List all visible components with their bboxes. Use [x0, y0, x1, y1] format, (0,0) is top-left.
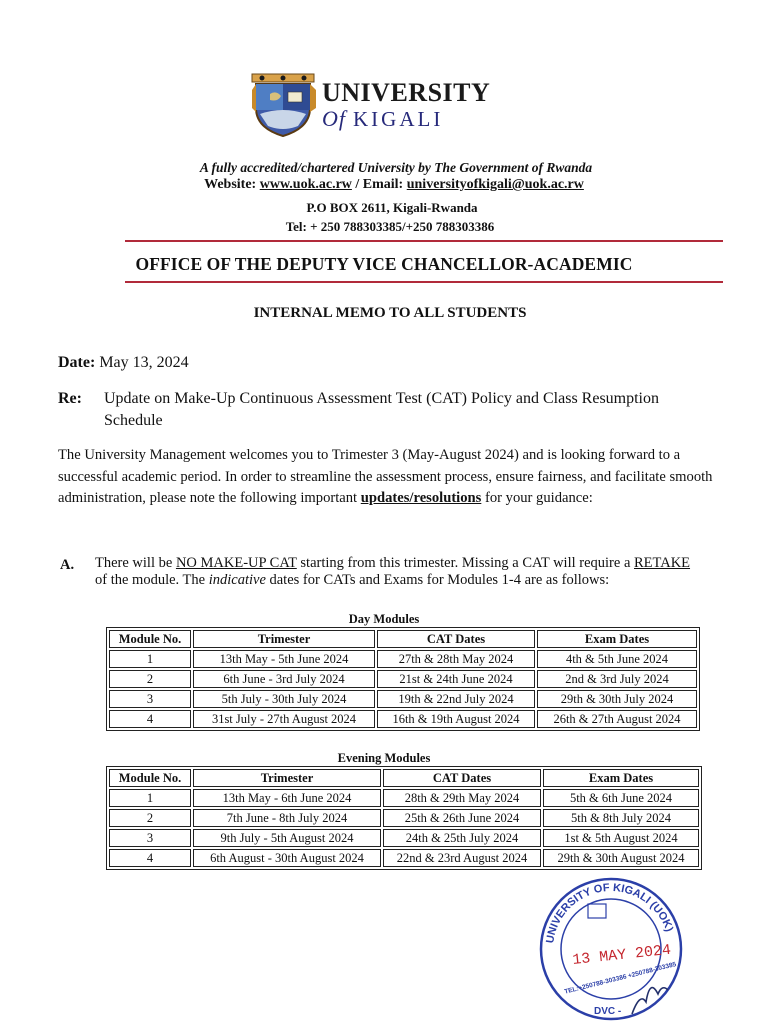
top-divider: [125, 240, 723, 242]
point-a-part: dates for CATs and Exams for Modules 1-4 are as follows:: [269, 572, 610, 588]
cell-trimester: 6th August - 30th August 2024: [193, 849, 381, 867]
cell-trimester: 6th June - 3rd July 2024: [193, 670, 375, 688]
cell-cat-dates: 28th & 29th May 2024: [383, 789, 541, 807]
university-kigali: KIGALI: [353, 107, 444, 131]
table-header-row: [109, 769, 699, 787]
evening-modules-table: [106, 766, 702, 870]
intro-emphasis: updates/resolutions: [360, 490, 482, 506]
point-a-label: A.: [60, 557, 75, 573]
cell-trimester: 13th May - 6th June 2024: [193, 789, 381, 807]
re-label: Re:: [58, 390, 82, 407]
cell-exam-dates: 29th & 30th August 2024: [543, 849, 699, 867]
telephone: Tel: + 250 788303385/+250 788303386: [285, 219, 495, 234]
date-label: Date:: [58, 354, 96, 371]
university-of: Of: [322, 106, 346, 131]
col-exam: Exam Dates: [543, 769, 699, 787]
cell-exam-dates: 5th & 6th June 2024: [543, 789, 699, 807]
table-header-row: [109, 630, 697, 648]
cell-module: 1: [109, 789, 191, 807]
col-exam: Exam Dates: [537, 630, 697, 648]
cell-exam-dates: 4th & 5th June 2024: [537, 650, 697, 668]
svg-text:UNIVERSITY OF KIGALI (UOK): [544, 882, 675, 944]
col-cat: CAT Dates: [383, 769, 541, 787]
memo-date: [58, 354, 189, 372]
cell-exam-dates: 1st & 5th August 2024: [543, 829, 699, 847]
table-row: [109, 829, 699, 847]
no-makeup-cat: NO MAKE-UP CAT: [175, 555, 297, 571]
university-subname: [322, 106, 443, 133]
cell-trimester: 5th July - 30th July 2024: [193, 690, 375, 708]
cell-trimester: 13th May - 5th June 2024: [193, 650, 375, 668]
stamp-tel: TEL:+250788-303386 +250788-303385: [563, 961, 677, 996]
intro-text: The University Management welcomes you to Trimester 3 (May-August 2024) and is looking forward to a successful academic period. In order to streamline the assessment process, ensure fairness, and facilitate smooth administration, please note the following important: [58, 447, 713, 506]
table-row: [109, 690, 697, 708]
col-trimester: Trimester: [193, 630, 375, 648]
cell-module: 1: [109, 650, 191, 668]
stamp-date: 13 MAY 2024: [571, 941, 672, 970]
accreditation-line: A fully accredited/chartered University by The Government of Rwanda: [199, 160, 593, 175]
cell-exam-dates: 2nd & 3rd July 2024: [537, 670, 697, 688]
cell-cat-dates: 21st & 24th June 2024: [377, 670, 535, 688]
evening-table-title: Evening Modules: [337, 751, 431, 765]
intro-paragraph: [58, 445, 718, 510]
cell-exam-dates: 29th & 30th July 2024: [537, 690, 697, 708]
table-row: [109, 710, 697, 728]
indicative: indicative: [208, 572, 266, 588]
po-box: P.O BOX 2611, Kigali-Rwanda: [306, 200, 478, 215]
table-row: [109, 849, 699, 867]
cell-trimester: 9th July - 5th August 2024: [193, 829, 381, 847]
office-title: OFFICE OF THE DEPUTY VICE CHANCELLOR-ACADEMIC: [135, 254, 633, 274]
col-module: Module No.: [109, 769, 191, 787]
intro-tail: for your guidance:: [484, 490, 593, 506]
retake: RETAKE: [634, 555, 691, 571]
website-link[interactable]: www.uok.ac.rw: [259, 177, 352, 192]
day-modules-table: [106, 627, 700, 731]
cell-module: 3: [109, 829, 191, 847]
point-a-part: of the module. The: [95, 572, 206, 588]
point-a-text: [95, 555, 705, 589]
bottom-divider: [125, 281, 723, 283]
cell-trimester: 31st July - 27th August 2024: [193, 710, 375, 728]
website-label: Website:: [204, 177, 257, 192]
cell-cat-dates: 16th & 19th August 2024: [377, 710, 535, 728]
crest-icon: [248, 70, 320, 140]
date-value: May 13, 2024: [99, 354, 189, 371]
col-trimester: Trimester: [193, 769, 381, 787]
memo-title: INTERNAL MEMO TO ALL STUDENTS: [253, 305, 527, 321]
cell-cat-dates: 22nd & 23rd August 2024: [383, 849, 541, 867]
table-row: [109, 789, 699, 807]
official-stamp: [536, 874, 686, 1024]
point-a-part: starting from this trimester. Missing a CAT will require a: [300, 555, 631, 571]
cell-cat-dates: 19th & 22nd July 2024: [377, 690, 535, 708]
col-module: Module No.: [109, 630, 191, 648]
cell-module: 4: [109, 849, 191, 867]
cell-cat-dates: 25th & 26th June 2024: [383, 809, 541, 827]
cell-exam-dates: 26th & 27th August 2024: [537, 710, 697, 728]
table-row: [109, 809, 699, 827]
re-subject: Update on Make-Up Continuous Assessment Test (CAT) Policy and Class Resumption Schedule: [104, 390, 659, 429]
cell-module: 2: [109, 809, 191, 827]
cell-trimester: 7th June - 8th July 2024: [193, 809, 381, 827]
email-link[interactable]: universityofkigali@uok.ac.rw: [406, 177, 584, 192]
day-table-title: Day Modules: [348, 612, 420, 626]
university-name: UNIVERSITY: [322, 78, 491, 107]
cell-cat-dates: 27th & 28th May 2024: [377, 650, 535, 668]
email-label: / Email:: [355, 177, 404, 192]
cell-module: 4: [109, 710, 191, 728]
point-a-part: There will be: [95, 555, 173, 571]
stamp-seal-icon: [536, 874, 686, 1024]
stamp-ring-text: UNIVERSITY OF KIGALI (UOK): [544, 881, 676, 945]
cell-module: 2: [109, 670, 191, 688]
table-row: [109, 650, 697, 668]
stamp-footer: DVC -: [594, 1006, 622, 1017]
table-row: [109, 670, 697, 688]
cell-cat-dates: 24th & 25th July 2024: [383, 829, 541, 847]
col-cat: CAT Dates: [377, 630, 535, 648]
cell-exam-dates: 5th & 8th July 2024: [543, 809, 699, 827]
cell-module: 3: [109, 690, 191, 708]
contact-line: [10, 177, 768, 193]
